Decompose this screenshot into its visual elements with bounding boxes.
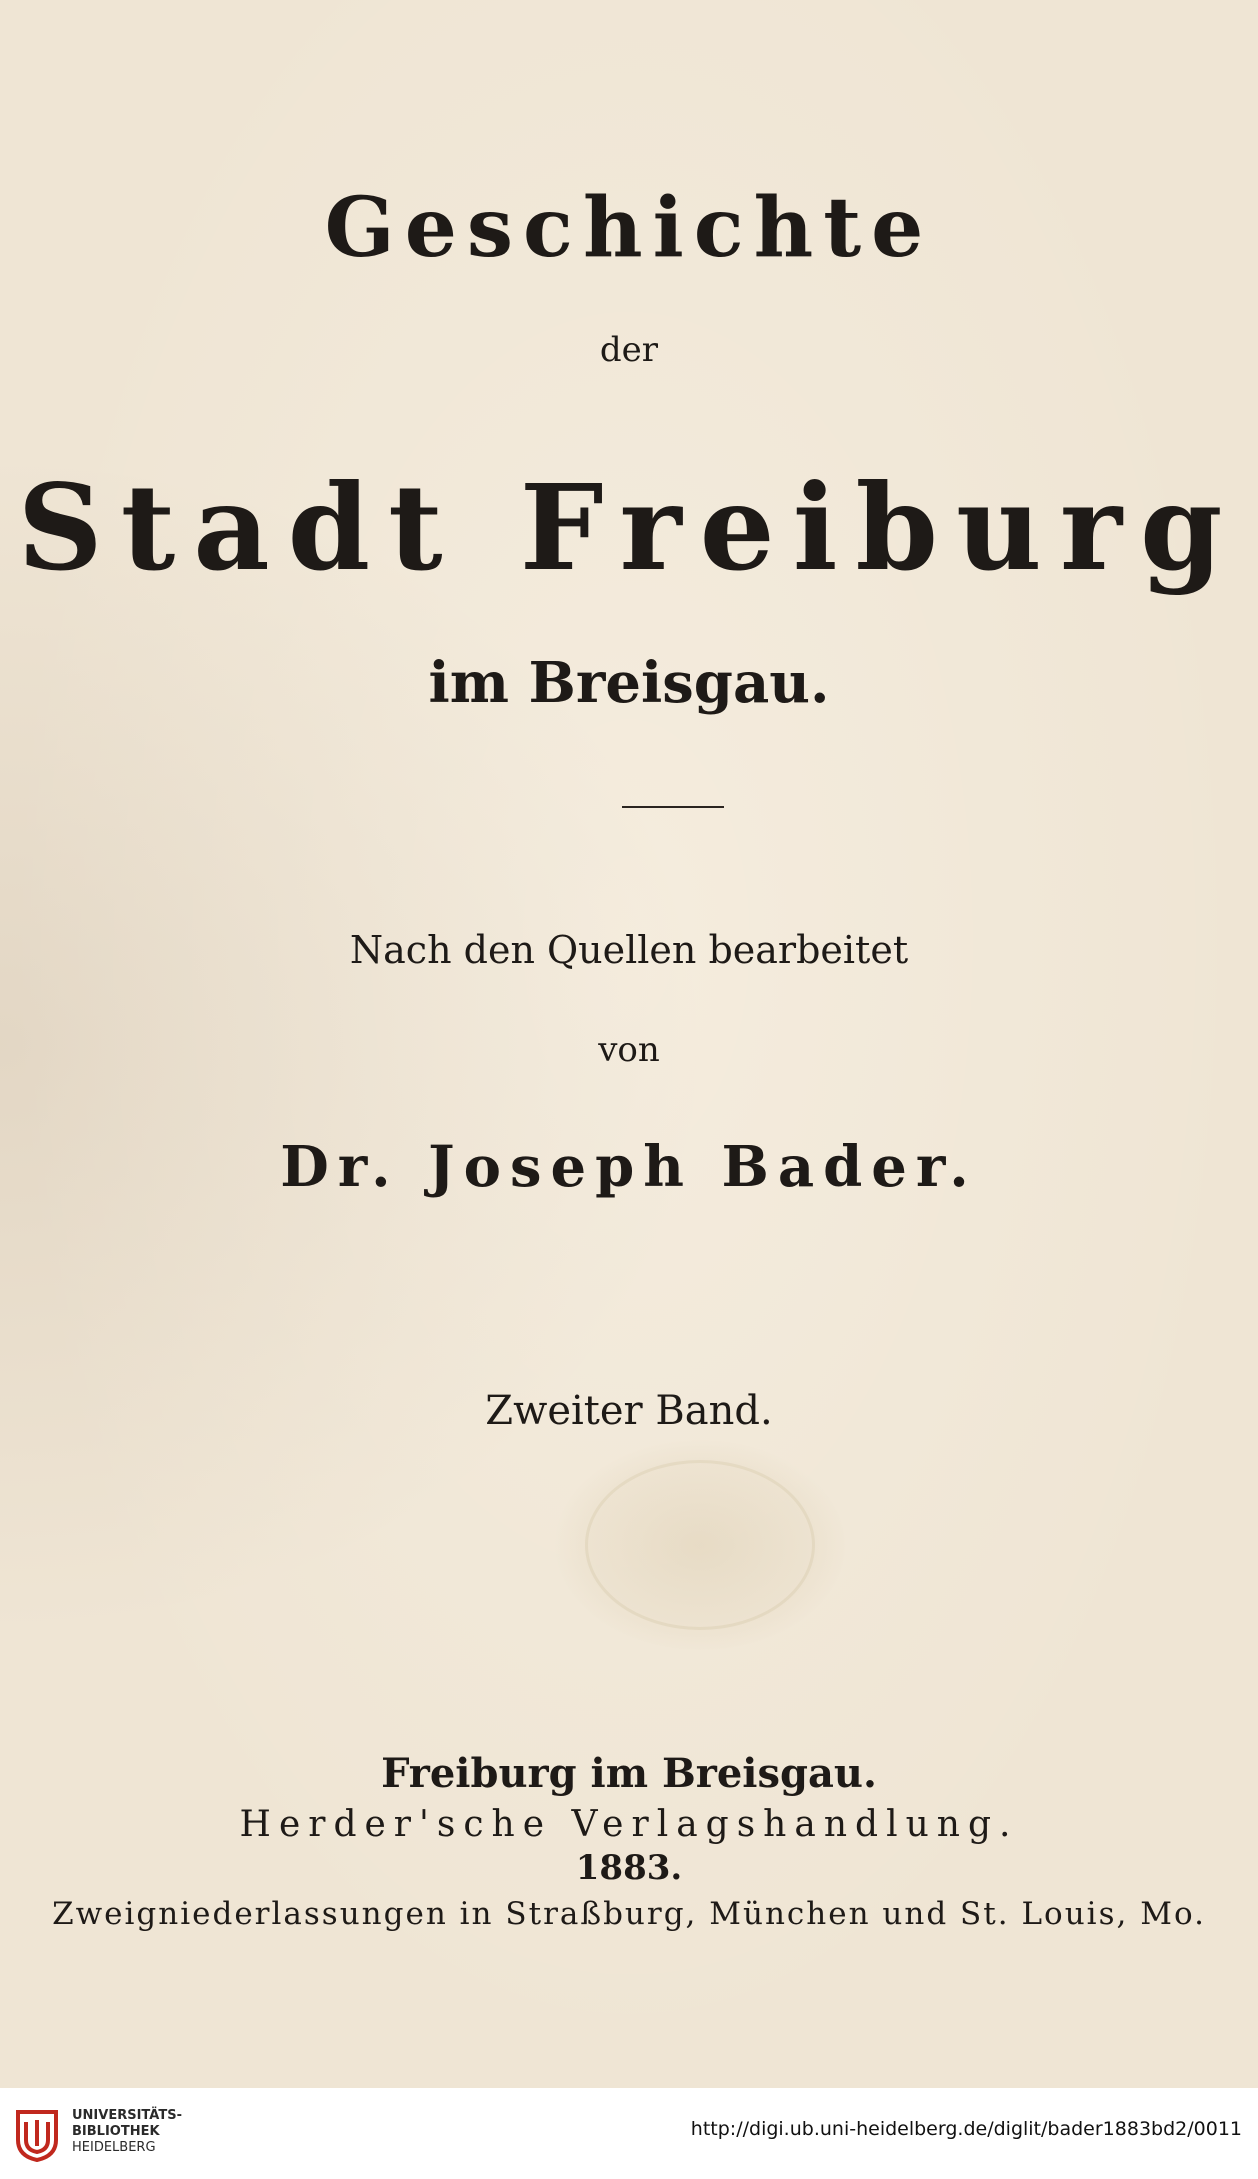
library-name [72,2108,182,2156]
library-name-line-2: BIBLIOTHEK [72,2124,160,2139]
imprint-place: Freiburg im Breisgau. [381,1750,877,1797]
title-divider [622,806,724,808]
title-geschichte: Geschichte [324,180,934,276]
by-word: von [598,1030,660,1070]
author-name: Dr. Joseph Bader. [280,1134,978,1200]
imprint-branches: Zweigniederlassungen in Straßburg, München und St. Louis, Mo. [52,1896,1206,1932]
volume-label: Zweiter Band. [485,1388,773,1434]
subtitle: Nach den Quellen bearbeitet [349,928,909,972]
title-der: der [599,330,659,370]
title-stadt-freiburg: Stadt Freiburg [17,458,1241,597]
university-library-logo-icon [14,2106,60,2162]
library-name-line-1: UNIVERSITÄTS- [72,2108,182,2123]
imprint-publisher: Herder'sche Verlagshandlung. [239,1804,1019,1845]
title-im-breisgau: im Breisgau. [428,650,830,716]
permalink-url[interactable]: http://digi.ub.uni-heidelberg.de/diglit/bader1883bd2/0011 [690,2118,1242,2140]
library-name-line-3: HEIDELBERG [72,2140,156,2155]
faded-library-stamp [555,1440,845,1650]
digitization-footer [0,2088,1258,2179]
imprint-year: 1883. [575,1848,683,1888]
